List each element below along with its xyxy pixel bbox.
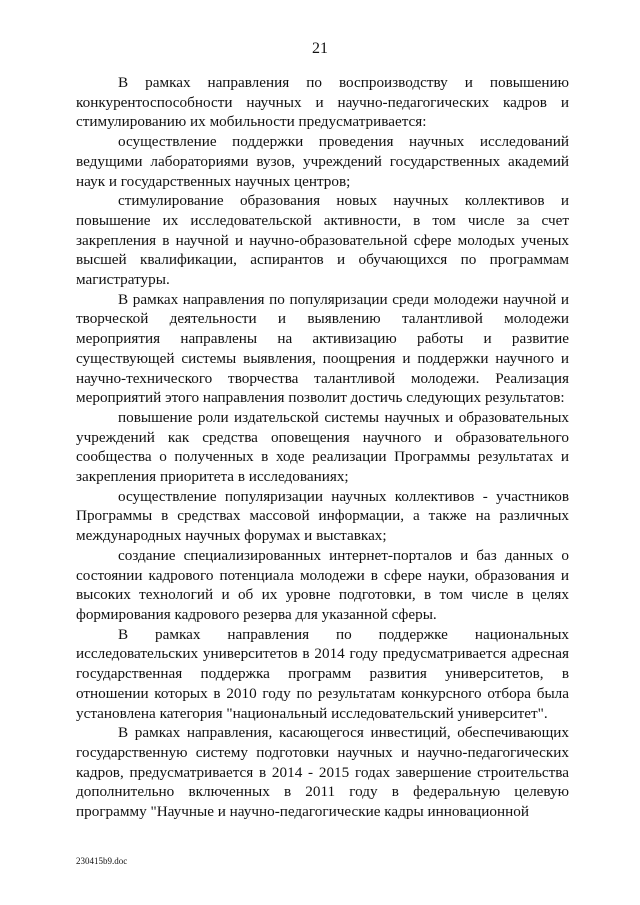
- paragraph: В рамках направления, касающегося инвестиций, обеспечивающих государственную систему подготовки научных и научно-педагогических кадров, предусматривается в 2014 - 2015 годах завершение строительства дополнительно включенных в 2011 году в федеральную целевую программу "Научные и научно-педагогические кадры инновационной: [76, 724, 569, 821]
- paragraph: В рамках направления по популяризации среди молодежи научной и творческой деятельности и выявлению талантливой молодежи мероприятия направлены на активизацию работы и развитие существующей системы выявления, поощрения и поддержки научного и научно-технического творчества талантливой молодежи. Реализация мероприятий этого направления позволит достичь следующих результатов:: [76, 290, 569, 407]
- paragraph: В рамках направления по воспроизводству и повышению конкурентоспособности научных и научно-педагогических кадров и стимулированию их мобильности предусматривается:: [76, 74, 569, 131]
- paragraph: осуществление популяризации научных коллективов - участников Программы в средствах массовой информации, а также на различных международных научных форумах и выставках;: [76, 487, 569, 545]
- paragraph: стимулирование образования новых научных коллективов и повышение их исследовательской активности, в том числе за счет закрепления в научной и научно-образовательной сфере молодых ученых высшей квалификации, аспирантов и обучающихся по программам магистратуры.: [76, 192, 569, 289]
- page-number: 21: [312, 40, 328, 57]
- paragraph: повышение роли издательской системы научных и образовательных учреждений как средства оповещения научного и образовательного сообщества о полученных в ходе реализации Программы результатах и закрепления приоритета в исследованиях;: [76, 408, 569, 486]
- paragraph: В рамках направления по поддержке национальных исследовательских университетов в 2014 году предусматривается адресная государственная поддержка программ развития университетов, в отношении которых в 2010 году по результатам конкурсного отбора была установлена категория "национальный исследовательский университет".: [76, 625, 569, 722]
- paragraph: осуществление поддержки проведения научных исследований ведущими лабораториями вузов, учреждений государственных академий наук и государственных научных центров;: [76, 133, 569, 190]
- footer-filename: 230415b9.doc: [76, 856, 128, 866]
- paragraph: создание специализированных интернет-порталов и баз данных о состоянии кадрового потенциала молодежи в сфере науки, образования и высоких технологий и об их уровне подготовки, в том числе в целях формирования кадрового резерва для указанной сферы.: [76, 546, 569, 623]
- body-text: [76, 73, 569, 822]
